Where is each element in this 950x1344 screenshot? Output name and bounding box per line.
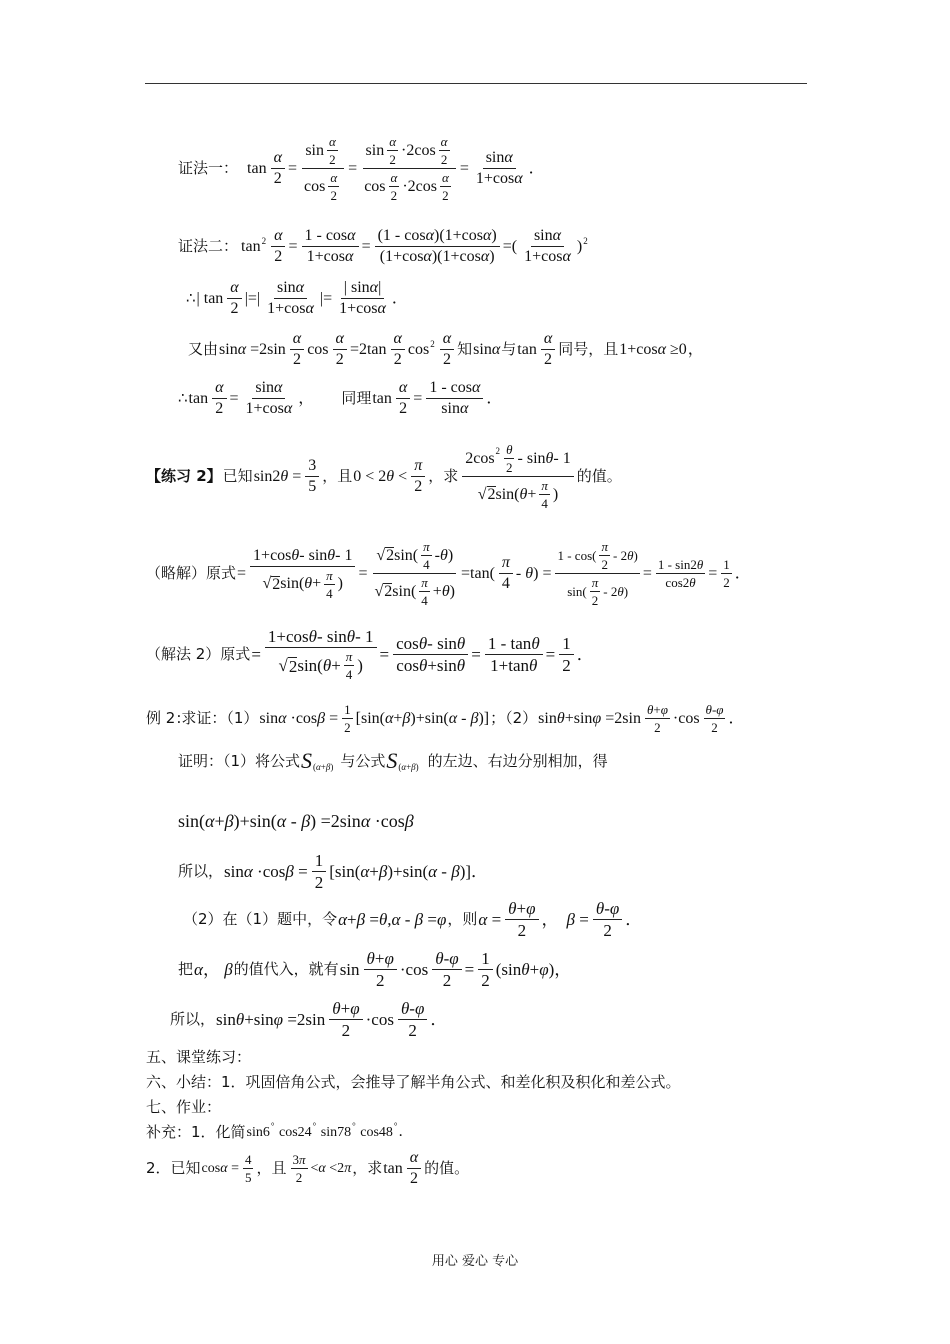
page-footer: 用心 爱心 专心	[431, 1254, 519, 1269]
q2-and: ，且	[256, 1159, 287, 1177]
conclusion-line: ∴ tan $\frac{\alpha}{2}$ = sin α 1+cos α ， 同理 tan $\frac{\alpha}{2}$ = 1 - cos α sin α ．	[178, 379, 503, 417]
section-practice: 五、课堂练习：	[146, 1048, 252, 1066]
solution-method-2: （解法 2）原式 = 1+cos θ - sin θ - 1 √ 2 sin( θ + $\frac{\pi}{4}$ ) = cos θ - sin θ cos θ +sin θ = 1 - tan θ 1+tan θ = $\frac{1}{2}$ ．	[146, 627, 594, 682]
exercise-2-label: 【练习 2】	[146, 467, 222, 485]
proof-intro-text: 证明：（1）将公式	[178, 751, 301, 770]
method-2-label: 证法二：	[178, 237, 239, 255]
add-sides-text: 的左边、右边分别相加，得	[427, 751, 608, 770]
method-1-label: 证法一：	[178, 159, 239, 177]
brief-solution-label: （略解）原式	[146, 564, 237, 582]
abs-tan-line: ∴ | tan $\frac{\alpha}{2}$ |=| sin α 1+cos α |= | sin α | 1+cos α ．	[186, 279, 408, 317]
question-2: 2．已知 cosα = $\frac{4}{5}$ ，且 3 π 2 <α <2π ，求 tan $\frac{\alpha}{2}$ 的值。	[146, 1149, 470, 1187]
example-2-part2: ；（2）	[490, 709, 538, 727]
values-of-text: 的值代入，就有	[233, 960, 339, 978]
so-result-1: 所以， sinα ·cosβ = $\frac{1}{2}$ [sin(α+β)+sin(α - β)]．	[178, 851, 489, 892]
example-2-label: 例 2	[146, 709, 176, 727]
so-label-2: 所以，	[170, 1010, 216, 1028]
proof-intro: 证明：（1）将公式 S (α+β) 与公式 S (α+β) 的左边、右边分别相加，得	[178, 748, 608, 773]
q2-prefix: 2．已知	[146, 1159, 201, 1177]
so-result-2: 所以， sinθ+sinφ =2sin θ + φ 2 ·cos θ - φ 2 ．	[170, 999, 448, 1040]
substitute-text: 把	[178, 960, 194, 978]
and-text: 与	[501, 340, 517, 358]
part-2-text: （2）在（1）题中，令	[183, 910, 338, 928]
part-2-setup: （2）在（1）题中，令 α+β =θ,α - β =φ ，则 α = θ + φ 2 ， β = θ - φ 2 ．	[183, 899, 643, 940]
exercise-2-given: 已知	[222, 467, 253, 485]
proof-method-1: 证法一： tan $\frac{\alpha}{2}$ = sin $\frac{\alpha}{2}$ cos $\frac{\alpha}{2}$ = sin $\frac{\alpha}{2}$ ·2cos $\frac{\alpha}{2}$ cos $\frac{\alpha}{2}$ ·2cos $\frac{\alpha}{2}$ = sin α 1+cos α ．	[178, 134, 545, 203]
exercise-2-suffix: 的值。	[576, 467, 622, 485]
and-formula-text: 与公式	[340, 751, 386, 770]
exercise-2-and: ，且	[322, 467, 353, 485]
proof-method-2: 证法二： $\tan^2$ $\frac{\alpha}{2}$ = 1 - cos α 1+cos α = (1 - cos α )(1+cos α ) (1+cos α )(1+cos α ) =( sin α 1+cos α )$^2$	[178, 227, 588, 265]
know-text: 知	[457, 340, 473, 358]
q2-find: ，求	[352, 1159, 383, 1177]
section-homework: 七、作业：	[146, 1098, 222, 1116]
header-rule	[145, 83, 807, 84]
substitute-line: 把 α， β 的值代入，就有 sin θ + φ 2 ·cos θ - φ 2 = $\frac{1}{2}$ (sinθ+φ)，	[178, 949, 572, 990]
exercise-2: 【练习 2】 已知 sin2θ = $\frac{3}{5}$ ，且 0 < 2θ < $\frac{\pi}{2}$ ，求 2cos 2 $\frac{\theta}{2}$ - sin θ - 1 √ 2 sin( θ + $\frac{\pi}{4}$ ) 的值。	[146, 442, 622, 511]
brief-solution: （略解）原式 = 1+cos θ - sin θ - 1 √ 2 sin( θ + $\frac{\pi}{4}$ ) = √ 2 sin( $\frac{\pi}{4}$ - θ ) √ 2 sin( $\frac{\pi}{4}$ + θ ) =tan( $\frac{\pi}{4}$ - θ) = 1 - cos( $\frac{\pi}{2}$ - 2 θ ) sin( $\frac{\pi}{2}$ - 2 θ ) = 1 - sin2 θ cos2 θ = $\frac{1}{2}$ ．	[146, 539, 751, 608]
sign-argument-line: 又由 sinα =2sin $\frac{\alpha}{2}$ cos $\frac{\alpha}{2}$ =2tan $\frac{\alpha}{2}$ $\cos^2$ $\frac{\alpha}{2}$ 知 sinα 与 tan $\frac{\alpha}{2}$ 同号，且 1+cosα ≥0 ，	[188, 330, 704, 368]
example-2: 例 2 :求证：（1） sinα ·cosβ = $\frac{1}{2}$ [sin(α+β)+sin(α - β)] ；（2） sinθ+sinφ =2sin θ + φ 2 ·cos θ - φ 2 ．	[146, 702, 745, 735]
q2-suffix: 的值。	[424, 1159, 470, 1177]
exercise-2-find: ，求	[428, 467, 459, 485]
same-sign-text: 同号，且	[558, 340, 619, 358]
again-from-text: 又由	[188, 340, 219, 358]
so-label-1: 所以，	[178, 862, 224, 880]
sum-identity: sin(α+β)+sin(α - β) =2sinα ·cosβ	[178, 811, 414, 831]
supplement-text: 补充：1．化简	[146, 1123, 246, 1141]
then-text: ，则	[447, 910, 478, 928]
similarly-text: 同理	[341, 389, 372, 407]
solution-2-label: （解法 2）原式	[146, 645, 251, 663]
supplement-1: 补充：1．化简 sin6° cos24° sin78° cos48°．	[146, 1120, 413, 1141]
section-summary: 六、小结：1．巩固倍角公式，会推导了解半角公式、和差化积及积化和差公式。	[146, 1073, 681, 1091]
therefore-symbol: ∴	[186, 289, 196, 307]
example-2-prove: :求证：（1）	[176, 709, 259, 727]
